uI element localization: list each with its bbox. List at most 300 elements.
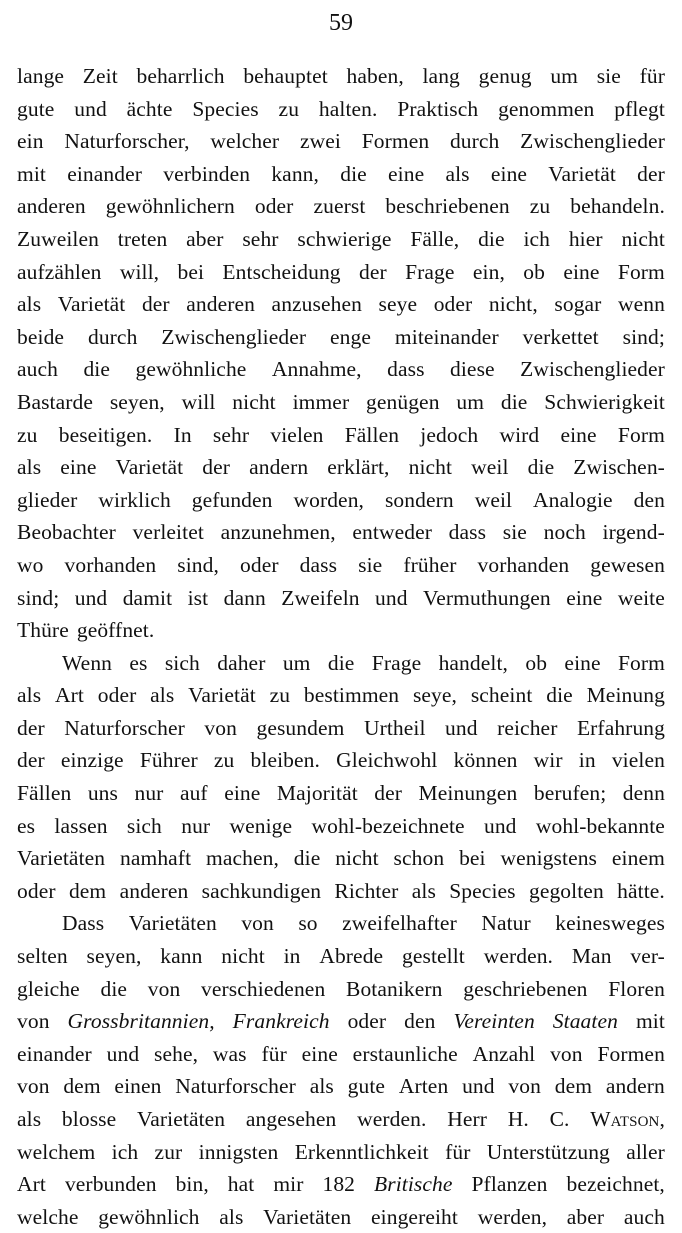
word: sogar	[554, 292, 602, 317]
word: Meinung	[586, 683, 665, 708]
word: Naturforscher	[64, 715, 185, 740]
word: vielen	[611, 748, 665, 773]
word: Vermuthungen	[423, 585, 551, 610]
word: zu	[17, 422, 38, 447]
word: oder	[240, 552, 279, 577]
word: bin,	[175, 1172, 209, 1197]
word: wir	[533, 748, 563, 773]
text-line	[17, 484, 665, 517]
word: seye	[378, 292, 418, 317]
word: sehr	[212, 422, 250, 447]
word: Varietät	[548, 161, 616, 186]
word: Fällen	[344, 422, 400, 447]
word: um	[456, 389, 485, 414]
word: Richter	[334, 878, 399, 903]
word: oder	[17, 878, 56, 903]
word: der	[358, 259, 387, 284]
word: Naturforscher	[175, 1074, 296, 1099]
word: mit	[635, 1009, 665, 1034]
word: in	[578, 748, 596, 773]
word: als	[17, 292, 42, 317]
word: eine	[560, 422, 597, 447]
word: bleiben.	[250, 748, 320, 773]
word: Naturforscher,	[64, 129, 190, 154]
word: Zwischenglieder	[520, 129, 665, 154]
word: Frage	[405, 259, 455, 284]
word: früher	[403, 552, 457, 577]
word: bei	[177, 259, 205, 284]
word: anzunehmen,	[220, 520, 336, 545]
text-line	[17, 419, 665, 452]
word: ein,	[472, 259, 505, 284]
word: hat	[227, 1172, 255, 1197]
word: keinesweges	[555, 911, 665, 936]
word: den	[633, 487, 665, 512]
word: andern	[249, 455, 309, 480]
word: verkettet	[522, 324, 599, 349]
word: ist	[187, 585, 209, 610]
word: welche	[17, 1204, 79, 1229]
word: zwei	[299, 129, 341, 154]
word: H.	[507, 1107, 529, 1131]
word: angesehen	[245, 1107, 337, 1131]
word: eine	[301, 1041, 338, 1066]
word: schon	[393, 846, 445, 871]
word: die	[527, 455, 555, 480]
word: gefunden	[191, 487, 273, 512]
text-line	[17, 223, 665, 256]
text-line	[17, 810, 665, 843]
word: gewöhnlichern	[105, 194, 235, 219]
word: blosse	[61, 1107, 117, 1131]
word: innigsten	[198, 1139, 279, 1164]
text-line	[17, 907, 665, 940]
text-line	[17, 647, 665, 680]
word: welchem	[17, 1139, 96, 1164]
word: lassen	[54, 813, 108, 838]
word: von	[508, 1074, 541, 1099]
word: bestimmen	[303, 683, 400, 708]
word: verschiedenen	[201, 976, 326, 1001]
word: miteinander	[394, 324, 499, 349]
word: anderen	[17, 194, 86, 219]
word: Beobachter	[17, 520, 116, 545]
word: oder	[97, 683, 137, 708]
text-line	[17, 1103, 665, 1136]
word: kann	[160, 944, 203, 969]
word: eine	[564, 650, 601, 675]
word: eine	[566, 585, 603, 610]
word: Frage	[371, 650, 422, 675]
word: als	[17, 683, 42, 708]
word: beide	[17, 324, 65, 349]
word: werden,	[477, 1204, 548, 1229]
word: Führer	[139, 748, 198, 773]
text-line	[17, 1038, 665, 1071]
word: genügen	[366, 389, 440, 414]
text-line	[17, 549, 665, 582]
word: der	[17, 715, 45, 740]
word: Watson,	[590, 1107, 665, 1131]
word: Formen	[361, 129, 430, 154]
word: oder	[347, 1009, 387, 1034]
word: sind,	[177, 552, 219, 577]
word: Species	[449, 878, 516, 903]
word: Varietäten	[17, 846, 106, 871]
word: Abrede	[319, 944, 384, 969]
text-line	[17, 1070, 665, 1103]
word: geöffnet.	[76, 618, 155, 643]
word: können	[453, 748, 518, 773]
word: scheint	[470, 683, 533, 708]
word: gute	[17, 96, 55, 121]
word: sehe,	[154, 1041, 199, 1066]
word: auch	[17, 357, 58, 382]
word: aber	[566, 1204, 605, 1229]
word: eingereiht	[371, 1204, 458, 1229]
word: bei	[459, 846, 486, 871]
word: 182	[322, 1172, 356, 1197]
word: Majorität	[276, 781, 358, 806]
word: diese	[450, 357, 495, 382]
word: nur	[181, 813, 211, 838]
word: zu	[278, 96, 300, 121]
word: sind;	[622, 324, 665, 349]
word: der	[202, 455, 231, 480]
word: nicht	[232, 389, 276, 414]
word: Zweifeln	[281, 585, 360, 610]
word: oder	[433, 292, 473, 317]
word: Analogie	[533, 487, 613, 512]
word: sondern	[384, 487, 454, 512]
text-line	[17, 1005, 665, 1038]
word: zweifelhafter	[342, 911, 457, 936]
word: enge	[330, 324, 372, 349]
text-line	[17, 679, 665, 712]
word: für	[639, 64, 665, 88]
word: sie	[596, 64, 621, 88]
word: Gleichwohl	[336, 748, 438, 773]
word: die	[83, 357, 111, 382]
word: wohl-bekannte	[535, 813, 665, 838]
word: es	[129, 650, 148, 675]
text-line	[17, 777, 665, 810]
word: C.	[549, 1107, 570, 1131]
text-line	[17, 940, 665, 973]
word: Meinungen	[418, 781, 518, 806]
text-line	[17, 712, 665, 745]
word: uns	[87, 781, 118, 806]
text-line	[17, 842, 665, 875]
word: ob	[523, 259, 545, 284]
text-line	[17, 1168, 665, 1201]
word: Zwischenglieder	[161, 324, 307, 349]
word: vorhanden	[477, 552, 570, 577]
word: Varietät	[57, 292, 126, 317]
word: seyen,	[86, 944, 142, 969]
word: noch	[543, 520, 586, 545]
word: zu	[269, 683, 291, 708]
word: Varietäten	[263, 1204, 352, 1229]
word: so	[298, 911, 318, 936]
text-line	[17, 353, 665, 386]
word: dass	[387, 357, 425, 382]
word: seye,	[412, 683, 458, 708]
word: haben,	[346, 64, 404, 88]
text-line	[17, 451, 665, 484]
text-line	[17, 614, 665, 647]
word: treten	[117, 226, 168, 251]
text-line	[17, 158, 665, 191]
word: eine	[490, 161, 528, 186]
word: Wenn	[62, 650, 113, 675]
word: von	[17, 1074, 50, 1099]
word: eine	[563, 259, 600, 284]
word: irgend-	[602, 520, 665, 545]
word: gestellt	[401, 944, 465, 969]
word: verbunden	[64, 1172, 157, 1197]
word: sind;	[17, 585, 60, 610]
word: einander	[17, 1041, 92, 1066]
word: beharrlich	[136, 64, 225, 88]
word: von	[204, 715, 237, 740]
word: machen,	[206, 846, 279, 871]
word: es	[17, 813, 36, 838]
word: berufen;	[533, 781, 607, 806]
word: werden.	[483, 944, 554, 969]
word: weite	[617, 585, 665, 610]
word: In	[173, 422, 192, 447]
word: als	[445, 161, 470, 186]
word: reicher	[497, 715, 558, 740]
word: Bastarde	[17, 389, 94, 414]
word: weil	[471, 455, 509, 480]
word: von	[17, 1009, 50, 1034]
word: ein	[17, 129, 44, 154]
word: Floren	[608, 976, 665, 1001]
word: sachkundigen	[201, 878, 322, 903]
word: mit	[17, 161, 46, 186]
word: die	[478, 226, 505, 251]
word: ich	[523, 226, 551, 251]
word: Fällen	[17, 781, 72, 806]
word: von	[147, 976, 181, 1001]
word: Fälle,	[410, 226, 460, 251]
word: kann,	[271, 161, 319, 186]
word: dass	[299, 552, 338, 577]
text-line	[17, 582, 665, 615]
word: Frankreich	[232, 1009, 330, 1034]
word: gewöhnliche	[135, 357, 247, 382]
word: halten.	[318, 96, 378, 121]
word: als	[309, 1074, 334, 1099]
word: nicht	[621, 226, 665, 251]
word: worden,	[293, 487, 365, 512]
word: Form	[617, 422, 665, 447]
word: sich	[164, 650, 200, 675]
word: Urtheil	[363, 715, 426, 740]
word: und	[74, 96, 107, 121]
word: einem	[611, 846, 665, 871]
word: welcher	[210, 129, 280, 154]
word: von	[550, 1041, 583, 1066]
text-line	[17, 93, 665, 126]
word: Man	[571, 944, 612, 969]
word: eine	[388, 161, 425, 186]
word: sie	[502, 520, 527, 545]
word: als	[150, 683, 175, 708]
word: eine	[60, 455, 97, 480]
word: entweder	[352, 520, 432, 545]
word: will,	[119, 259, 160, 284]
word: als	[17, 1107, 42, 1131]
word: den	[404, 1009, 436, 1034]
word: dem	[63, 1074, 101, 1099]
word: nicht	[221, 944, 265, 969]
word: der	[17, 748, 45, 773]
word: Schwierigkeit	[544, 389, 665, 414]
word: gesundem	[256, 715, 345, 740]
word: damit	[122, 585, 173, 610]
word: der	[141, 292, 170, 317]
text-line	[17, 386, 665, 419]
word: zu	[529, 194, 551, 219]
word: Entscheidung	[222, 259, 341, 284]
word: pflegt	[614, 96, 665, 121]
word: hier	[568, 226, 603, 251]
word: Dass	[62, 911, 105, 936]
word: namhaft	[120, 846, 192, 871]
word: lang	[422, 64, 460, 88]
word: und	[74, 585, 108, 610]
word: eine	[224, 781, 261, 806]
word: die	[293, 846, 321, 871]
word: der	[637, 161, 665, 186]
word: Art	[54, 683, 84, 708]
word: Zwischenglieder	[520, 357, 665, 382]
text-line	[17, 973, 665, 1006]
word: nur	[134, 781, 164, 806]
word: Annahme,	[271, 357, 362, 382]
word: Herr	[447, 1107, 487, 1131]
word: durch	[449, 129, 500, 154]
word: verleitet	[132, 520, 204, 545]
word: auf	[179, 781, 208, 806]
word: vielen	[270, 422, 324, 447]
word: dem	[554, 1074, 593, 1099]
word: um	[550, 64, 579, 88]
word: Varietät	[188, 683, 256, 708]
word: beschriebenen	[385, 194, 510, 219]
word: Form	[617, 650, 665, 675]
word: daher	[217, 650, 266, 675]
word: und	[375, 585, 408, 610]
word: Erkenntlichkeit	[294, 1139, 429, 1164]
word: gegolten	[528, 878, 604, 903]
text-line	[17, 875, 665, 908]
word: zur	[154, 1139, 183, 1164]
word: wirklich	[98, 487, 171, 512]
word: einen	[114, 1074, 162, 1099]
word: auch	[623, 1204, 665, 1229]
word: erstaunliche	[352, 1041, 458, 1066]
word: handelt,	[438, 650, 509, 675]
word: die	[340, 161, 367, 186]
word: und	[106, 1041, 140, 1066]
word: jedoch	[420, 422, 479, 447]
word: durch	[87, 324, 138, 349]
word: Formen	[597, 1041, 665, 1066]
word: sie	[358, 552, 383, 577]
word: wo	[17, 552, 44, 577]
word: wenige	[229, 813, 293, 838]
word: für	[445, 1139, 471, 1164]
word: anderen	[186, 292, 255, 317]
word: will	[181, 389, 216, 414]
word: ob	[525, 650, 548, 675]
word: dem	[68, 878, 107, 903]
word: sehr	[242, 226, 279, 251]
word: um	[282, 650, 311, 675]
word: wenigstens	[500, 846, 598, 871]
word: und	[445, 715, 478, 740]
text-line	[17, 60, 665, 93]
word: Vereinten	[453, 1009, 535, 1034]
word: nicht	[408, 455, 453, 480]
word: Erfahrung	[576, 715, 665, 740]
word: seyen,	[109, 389, 165, 414]
word: Varietät	[115, 455, 184, 480]
word: die	[100, 976, 128, 1001]
word: Zeit	[82, 64, 118, 88]
word: aller	[626, 1139, 665, 1164]
word: behandeln.	[570, 194, 665, 219]
word: aufzählen	[17, 259, 102, 284]
text-line	[17, 125, 665, 158]
word: als	[17, 455, 42, 480]
word: Botanikern	[346, 976, 443, 1001]
word: ächte	[126, 96, 173, 121]
word: gewesen	[590, 552, 665, 577]
word: in	[283, 944, 301, 969]
word: anderen	[119, 878, 189, 903]
word: vorhanden	[64, 552, 157, 577]
word: nicht	[335, 846, 379, 871]
body-text	[17, 60, 665, 1233]
word: Praktisch	[397, 96, 479, 121]
word: gewöhnlich	[98, 1204, 200, 1229]
word: Grossbritannien,	[67, 1009, 215, 1034]
text-line	[17, 321, 665, 354]
word: und	[462, 1074, 495, 1099]
word: Unterstützung	[486, 1139, 610, 1164]
word: zu	[213, 748, 235, 773]
word: gute	[347, 1074, 386, 1099]
word: sich	[126, 813, 162, 838]
word: Varietäten	[137, 1107, 226, 1131]
word: wohl-bezeichnete	[311, 813, 465, 838]
word: Thüre	[17, 618, 69, 643]
word: gleiche	[17, 976, 80, 1001]
word: einzige	[60, 748, 124, 773]
word: Anzahl	[472, 1041, 536, 1066]
text-line	[17, 1136, 665, 1169]
word: Britische	[374, 1172, 453, 1197]
word: bezeichnet,	[566, 1172, 665, 1197]
word: andern	[605, 1074, 665, 1099]
word: geschriebenen	[463, 976, 588, 1001]
word: nicht,	[488, 292, 538, 317]
